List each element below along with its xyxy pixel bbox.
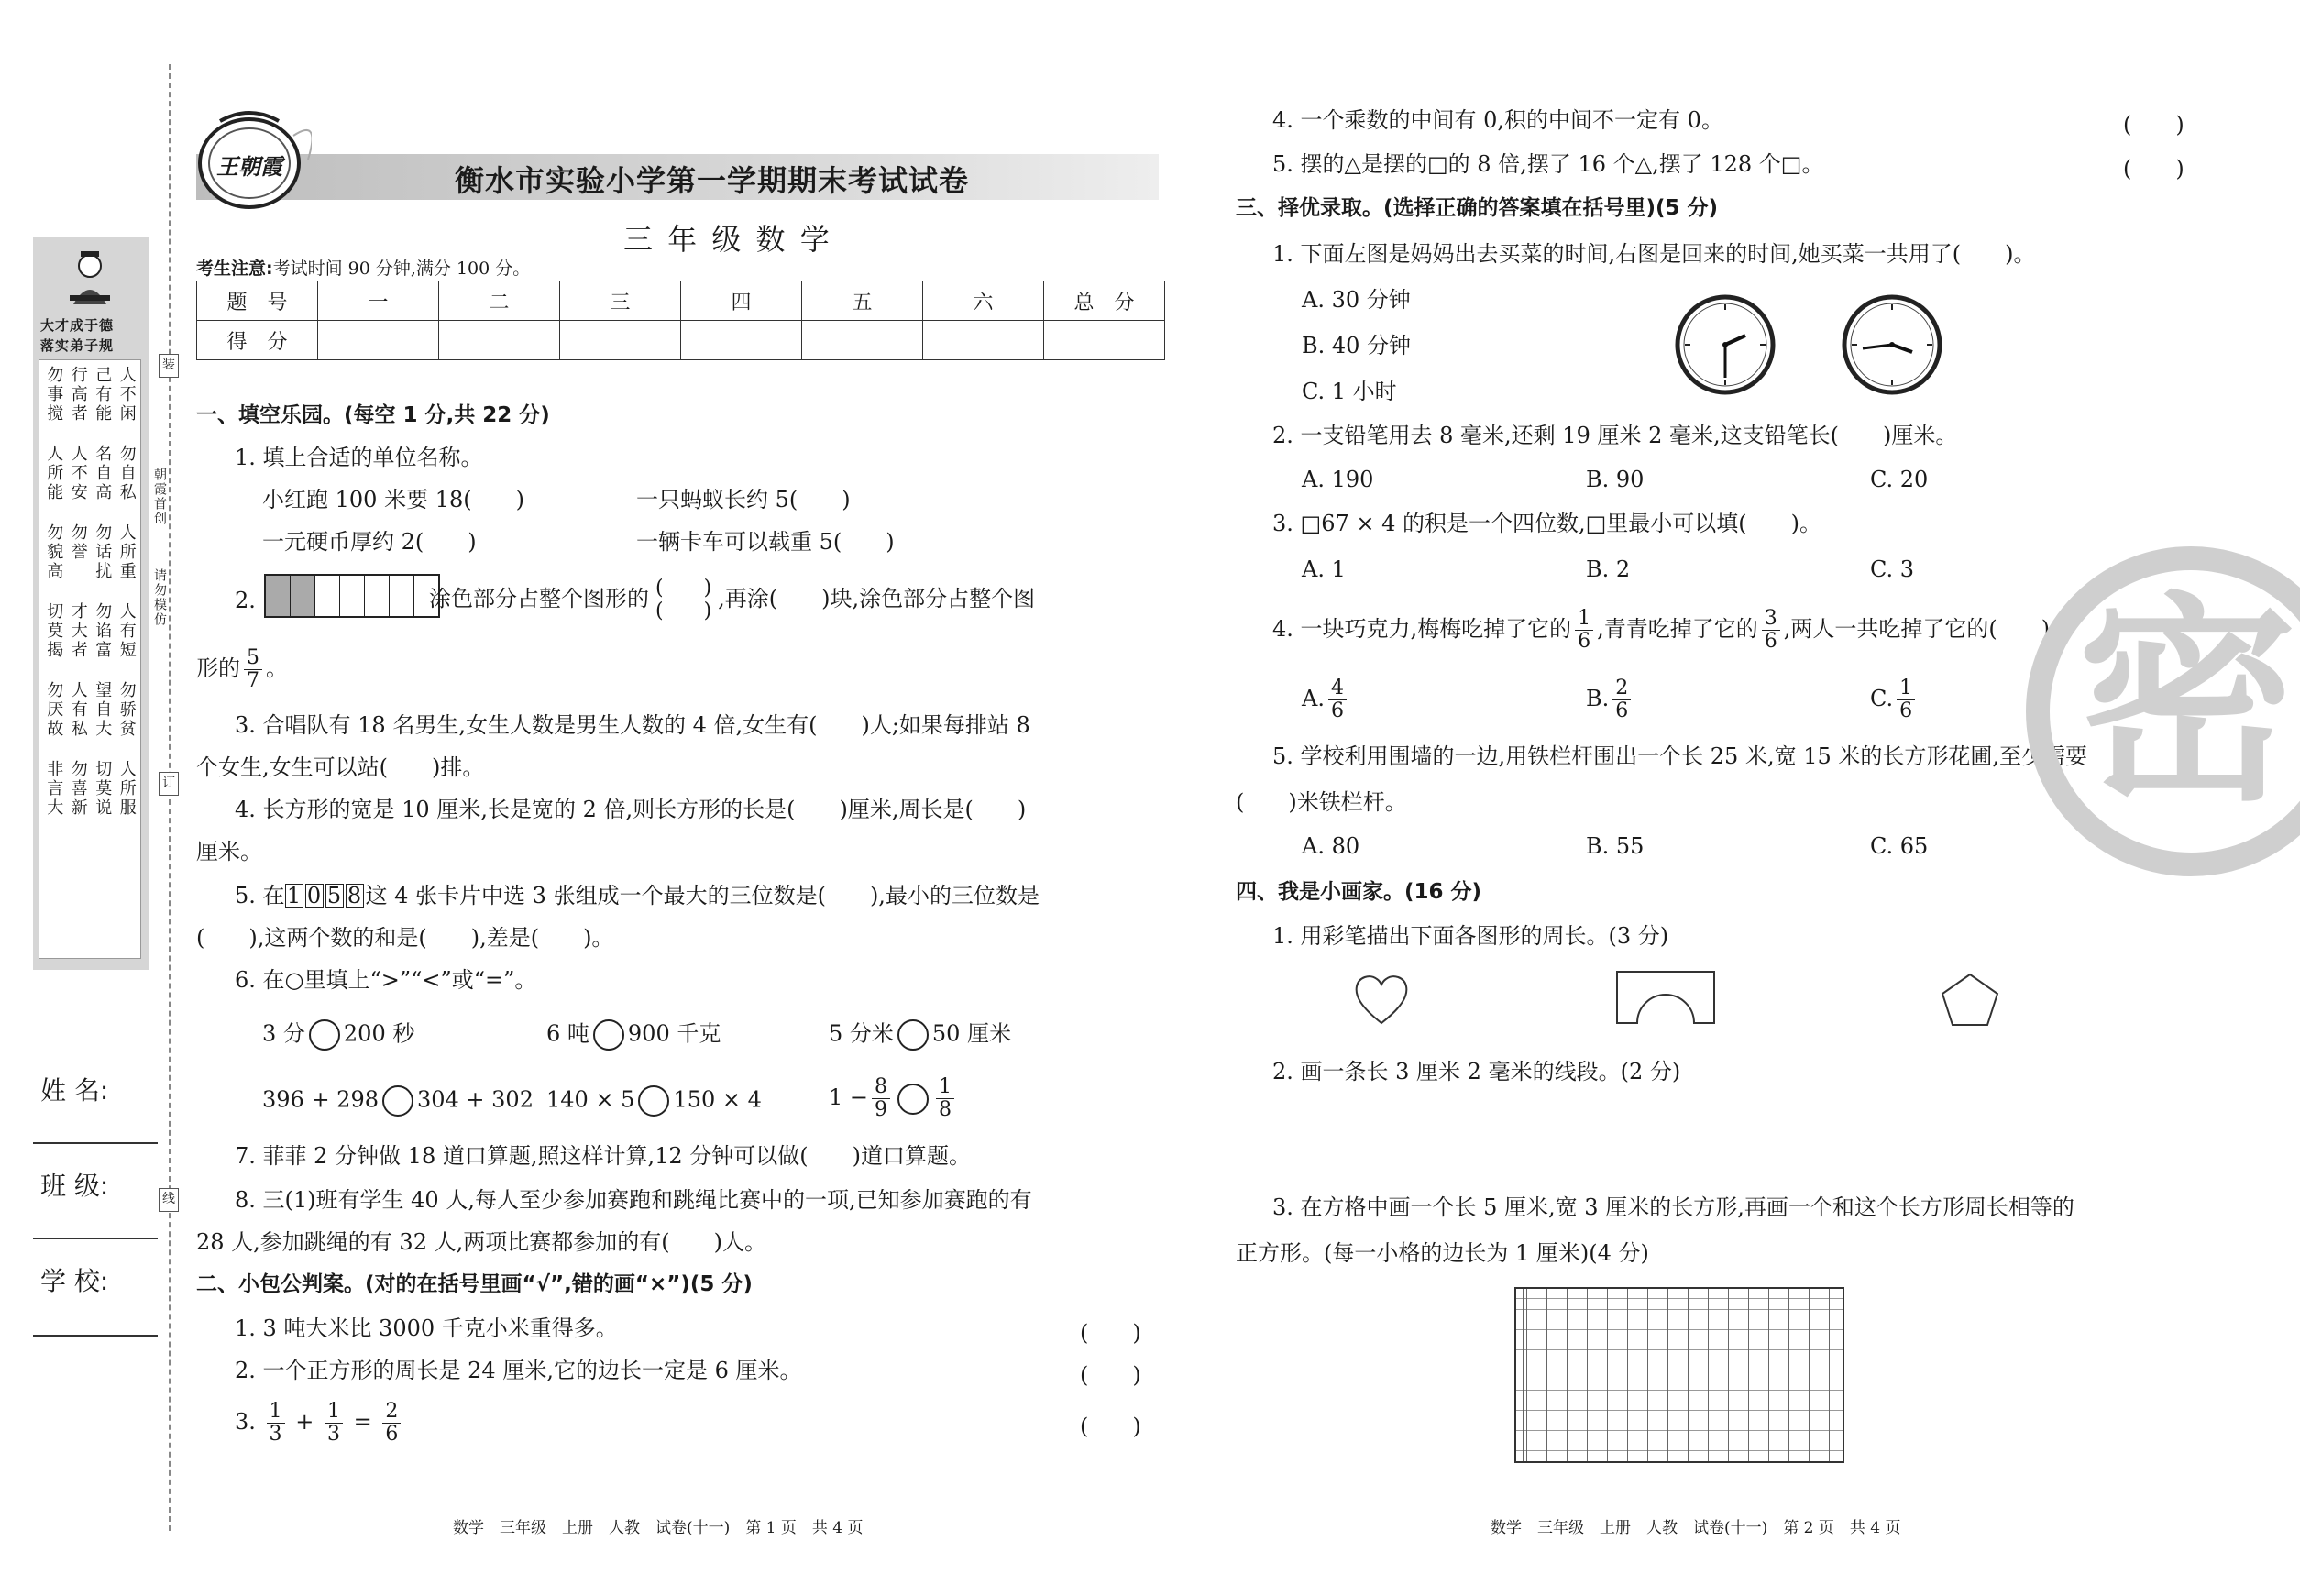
exam-subtitle: 三 年 级 数 学 bbox=[623, 222, 832, 257]
number-card: 1 bbox=[285, 884, 303, 908]
p3-q4-opt-b[interactable] bbox=[1586, 675, 1634, 722]
motto-columns bbox=[39, 360, 140, 844]
motto-top-1: 大才成于德 bbox=[40, 317, 115, 334]
motto-column: 人有私 bbox=[68, 681, 88, 739]
compare-right: 304 + 302 bbox=[416, 1086, 534, 1113]
name-field[interactable] bbox=[33, 1142, 158, 1144]
name-label: 姓 名: bbox=[40, 1075, 109, 1106]
fraction bbox=[1762, 608, 1780, 653]
motto-panel bbox=[33, 237, 149, 970]
motto-column: 切莫说 bbox=[93, 760, 113, 818]
copyright-line-2: 请勿模仿 bbox=[152, 568, 167, 627]
frac-bottom: 3 bbox=[326, 1423, 340, 1446]
motto-column: 行高者 bbox=[68, 366, 88, 424]
opt-label: A. bbox=[1302, 686, 1325, 711]
p3-q2: 2. 一支铅笔用去 8 毫米,还剩 19 厘米 2 毫米,这支铅笔长( )厘米。 bbox=[1272, 423, 1958, 448]
school-field[interactable] bbox=[33, 1335, 158, 1337]
p3-q2-opt-c[interactable]: C. 20 bbox=[1870, 467, 1929, 492]
p3-q4-text-b: ,青青吃掉了它的 bbox=[1597, 616, 1758, 642]
p1-q5-post: 这 4 张卡片中选 3 张组成一个最大的三位数是( ),最小的三位数是 bbox=[365, 883, 1040, 908]
p1-q2-line1 bbox=[429, 576, 1035, 622]
compare-left: 3 分 bbox=[262, 1020, 305, 1047]
p1-q3-line2: 个女生,女生可以站( )排。 bbox=[196, 754, 485, 780]
student-figure-icon bbox=[66, 249, 114, 310]
p1-q6-b bbox=[546, 1019, 721, 1051]
motto-column: 人不安 bbox=[68, 445, 88, 502]
frac-bottom: 3 bbox=[269, 1423, 282, 1446]
fraction bbox=[1575, 608, 1593, 653]
drawing-grid[interactable] bbox=[1514, 1287, 1844, 1463]
p1-q8-line1: 8. 三(1)班有学生 40 人,每人至少参加赛跑和跳绳比赛中的一项,已知参加赛跑的有 bbox=[235, 1187, 1032, 1213]
p1-q2-line2 bbox=[196, 645, 288, 692]
part1-heading: 一、填空乐园。(每空 1 分,共 22 分) bbox=[196, 403, 550, 427]
score-cell: 得 分 bbox=[197, 321, 318, 360]
frac-top: 1 bbox=[1897, 677, 1915, 700]
p1-q5-line1 bbox=[235, 882, 1040, 909]
class-field[interactable] bbox=[33, 1238, 158, 1239]
frac-top: 1 bbox=[1575, 608, 1593, 631]
p1-q7: 7. 菲菲 2 分钟做 18 道口算题,照这样计算,12 分钟可以做( )道口算题。 bbox=[235, 1143, 972, 1169]
motto-column: 人所能 bbox=[44, 445, 64, 502]
frac-top: 1 bbox=[267, 1401, 285, 1424]
motto-column: 勿话扰 bbox=[93, 523, 113, 581]
p1-q5-line2: ( ),这两个数的和是( ),差是( )。 bbox=[196, 925, 614, 951]
compare-left: 140 × 5 bbox=[546, 1086, 635, 1113]
p1-q4-line2: 厘米。 bbox=[196, 839, 262, 864]
p1-q5-pre: 5. 在 bbox=[235, 883, 285, 908]
motto-column: 人所重 bbox=[116, 523, 137, 581]
frac-bottom: 8 bbox=[939, 1098, 952, 1121]
p3-q5-opt-b[interactable]: B. 55 bbox=[1586, 833, 1645, 859]
motto-column: 勿事搅 bbox=[44, 366, 64, 424]
p3-q1: 1. 下面左图是妈妈出去买菜的时间,右图是回来的时间,她买菜一共用了( )。 bbox=[1272, 241, 2036, 267]
frac-top: 8 bbox=[872, 1076, 890, 1099]
p1-q1: 1. 填上合适的单位名称。 bbox=[235, 445, 483, 470]
p1-q6-c bbox=[829, 1019, 1011, 1051]
fraction bbox=[325, 1401, 343, 1446]
footer-right: 数学 三年级 上册 人教 试卷(十一) 第 2 页 共 4 页 bbox=[1491, 1519, 1901, 1537]
p1-q2-fraction[interactable] bbox=[653, 578, 714, 622]
p3-q3: 3. □67 × 4 的积是一个四位数,□里最小可以填( )。 bbox=[1272, 511, 1822, 536]
p3-q4-opt-a[interactable] bbox=[1302, 675, 1350, 722]
answer-paren[interactable]: ( ) bbox=[1080, 1414, 1141, 1439]
opt-label: C. bbox=[1870, 686, 1894, 711]
compare-left: 6 吨 bbox=[546, 1020, 589, 1047]
compare-right: 50 厘米 bbox=[931, 1020, 1012, 1047]
cut-mark-3: 线 bbox=[159, 1188, 179, 1212]
p1-q1a: 小红跑 100 米要 18( ) bbox=[262, 487, 524, 512]
p3-q5-line2: ( )米铁栏杆。 bbox=[1236, 789, 1407, 815]
p2-q4: 4. 一个乘数的中间有 0,积的中间不一定有 0。 bbox=[1272, 107, 1723, 133]
part2-heading: 二、小包公判案。(对的在括号里画“√”,错的画“×”)(5 分) bbox=[196, 1272, 753, 1296]
p4-q2: 2. 画一条长 3 厘米 2 毫米的线段。(2 分) bbox=[1272, 1059, 1681, 1084]
frac-top: 4 bbox=[1328, 677, 1347, 700]
plus-sign: + bbox=[295, 1409, 314, 1435]
part3-heading: 三、择优录取。(选择正确的答案填在括号里)(5 分) bbox=[1236, 196, 1719, 220]
motto-column: 勿谄富 bbox=[93, 602, 113, 660]
p3-q4 bbox=[1272, 605, 2072, 653]
motto-column: 勿骄贫 bbox=[116, 681, 137, 739]
clock-right-icon bbox=[1841, 293, 1943, 400]
brand-logo bbox=[193, 108, 312, 211]
p1-q6-d bbox=[262, 1085, 534, 1117]
copyright-note bbox=[150, 468, 169, 526]
p1-q6-e bbox=[546, 1085, 762, 1117]
class-label: 班 级: bbox=[40, 1171, 109, 1201]
score-cell: 题 号 bbox=[197, 281, 318, 321]
p1-q2-text2: ,再涂( )块,涂色部分占整个图 bbox=[718, 586, 1036, 611]
p3-q3-opt-a[interactable]: A. 1 bbox=[1302, 556, 1346, 582]
compare-circle[interactable] bbox=[593, 1019, 624, 1051]
p4-q3-line1: 3. 在方格中画一个长 5 厘米,宽 3 厘米的长方形,再画一个和这个长方形周长相等的 bbox=[1272, 1194, 2074, 1220]
answer-paren[interactable]: ( ) bbox=[1080, 1320, 1141, 1346]
frac-top: 3 bbox=[1762, 608, 1780, 631]
p3-q4-opt-c[interactable] bbox=[1870, 675, 1919, 722]
p2-q3 bbox=[235, 1399, 404, 1446]
frac-bottom: 6 bbox=[1578, 630, 1591, 653]
p3-q5-opt-c[interactable]: C. 65 bbox=[1870, 833, 1929, 859]
fraction bbox=[1612, 677, 1631, 722]
stamp-char: 密 bbox=[2077, 574, 2298, 831]
frac-bottom: 6 bbox=[1764, 630, 1777, 653]
frac-bottom: ( ) bbox=[655, 600, 712, 622]
p2-q3-num: 3. bbox=[235, 1409, 256, 1435]
p2-q5: 5. 摆的△是摆的□的 8 倍,摆了 16 个△,摆了 128 个□。 bbox=[1272, 151, 1824, 177]
motto-column: 人有短 bbox=[116, 602, 137, 660]
score-cell: 六 bbox=[923, 281, 1044, 321]
motto-columns-box bbox=[39, 359, 141, 959]
line-drawing-area[interactable] bbox=[1272, 1100, 2097, 1192]
p2-q1: 1. 3 吨大米比 3000 千克小米重得多。 bbox=[235, 1315, 618, 1341]
motto-column: 名自高 bbox=[93, 445, 113, 502]
frac-top: 2 bbox=[382, 1401, 401, 1424]
score-cell: 五 bbox=[802, 281, 923, 321]
p1-q2-line2-text: 形的 bbox=[196, 655, 240, 681]
score-table bbox=[196, 281, 1165, 360]
motto-column: 己有能 bbox=[93, 366, 113, 424]
score-cell: 二 bbox=[439, 281, 560, 321]
compare-circle[interactable] bbox=[382, 1085, 413, 1117]
p3-q3-opt-c[interactable]: C. 3 bbox=[1870, 556, 1915, 582]
frac-bottom: 6 bbox=[1615, 699, 1629, 722]
motto-column: 勿貌高 bbox=[44, 523, 64, 581]
score-table-score-row bbox=[197, 321, 1165, 360]
compare-left: 5 分米 bbox=[829, 1020, 894, 1047]
p3-q2-opt-a[interactable]: A. 190 bbox=[1302, 467, 1374, 492]
score-cell: 三 bbox=[560, 281, 681, 321]
arch-shape-icon[interactable] bbox=[1615, 970, 1716, 1029]
motto-column: 勿喜新 bbox=[68, 760, 88, 818]
p3-q5-line1: 5. 学校利用围墙的一边,用铁栏杆围出一个长 25 米,宽 15 米的长方形花圃,至少需要 bbox=[1272, 743, 2088, 769]
score-input[interactable] bbox=[923, 321, 1044, 360]
p1-q6-a bbox=[262, 1019, 414, 1051]
notice-label: 考生注意: bbox=[196, 259, 273, 279]
p3-q1-opt-c[interactable]: C. 1 小时 bbox=[1302, 379, 1397, 404]
answer-paren[interactable]: ( ) bbox=[2123, 112, 2184, 138]
frac-top: ( ) bbox=[653, 578, 714, 600]
fraction bbox=[1897, 677, 1915, 722]
compare-circle[interactable] bbox=[897, 1084, 929, 1115]
copyright-note-2 bbox=[150, 568, 169, 627]
frac-bottom: 6 bbox=[1330, 699, 1344, 722]
p3-q4-text-a: 4. 一块巧克力,梅梅吃掉了它的 bbox=[1272, 616, 1572, 642]
compare-left: 1 − bbox=[829, 1084, 869, 1110]
fraction bbox=[267, 1401, 285, 1446]
frac-bottom: 9 bbox=[875, 1098, 888, 1121]
score-cell: 四 bbox=[681, 281, 802, 321]
motto-column: 才大者 bbox=[68, 602, 88, 660]
frac-top: 2 bbox=[1612, 677, 1631, 700]
p1-q8-line2: 28 人,参加跳绳的有 32 人,两项比赛都参加的有( )人。 bbox=[196, 1229, 766, 1255]
frac-bottom: 6 bbox=[1899, 699, 1913, 722]
shaded-bar-figure bbox=[264, 574, 440, 618]
frac-top: 5 bbox=[244, 647, 262, 670]
p2-q2: 2. 一个正方形的周长是 24 厘米,它的边长一定是 6 厘米。 bbox=[235, 1358, 802, 1383]
p1-q2-text: 涂色部分占整个图形的 bbox=[429, 586, 649, 611]
motto-column: 勿自私 bbox=[116, 445, 137, 502]
frac-bottom: 7 bbox=[247, 669, 259, 692]
compare-circle[interactable] bbox=[638, 1085, 669, 1117]
part4-heading: 四、我是小画家。(16 分) bbox=[1236, 880, 1482, 904]
motto-column: 人不闲 bbox=[116, 366, 137, 424]
score-table-header-row bbox=[197, 281, 1165, 321]
p3-q2-opt-b[interactable]: B. 90 bbox=[1586, 467, 1645, 492]
frac-top: 1 bbox=[325, 1401, 343, 1424]
cut-mark-1: 装 bbox=[159, 354, 179, 378]
cut-mark-2: 订 bbox=[159, 772, 179, 796]
motto-column: 非言大 bbox=[44, 760, 64, 818]
exam-title: 衡水市实验小学第一学期期末考试试卷 bbox=[455, 163, 970, 198]
p1-q1b: 一只蚂蚁长约 5( ) bbox=[636, 487, 851, 512]
p3-q1-opt-b[interactable]: B. 40 分钟 bbox=[1302, 333, 1412, 358]
motto-column: 勿厌故 bbox=[44, 681, 64, 739]
motto-column: 勿誉 bbox=[68, 523, 88, 562]
p1-q2-num: 2. bbox=[235, 588, 256, 613]
school-label: 学 校: bbox=[40, 1266, 109, 1296]
frac-bottom: 6 bbox=[385, 1423, 399, 1446]
p1-q6-f bbox=[829, 1074, 958, 1121]
notice bbox=[196, 255, 530, 280]
p1-q2-fraction2 bbox=[244, 647, 262, 692]
fraction bbox=[382, 1401, 401, 1446]
p1-q3-line1: 3. 合唱队有 18 名男生,女生人数是男生人数的 4 倍,女生有( )人;如果每排站 8 bbox=[235, 712, 1030, 738]
motto-top-2: 落实弟子规 bbox=[40, 337, 115, 354]
compare-right: 900 千克 bbox=[627, 1020, 721, 1047]
fraction bbox=[936, 1076, 954, 1121]
pentagon-shape-icon[interactable] bbox=[1940, 972, 2000, 1030]
frac-top: 1 bbox=[936, 1076, 954, 1099]
p3-q5-opt-a[interactable]: A. 80 bbox=[1302, 833, 1360, 859]
score-cell: 一 bbox=[318, 281, 439, 321]
notice-text: 考试时间 90 分钟,满分 100 分。 bbox=[272, 259, 531, 279]
heart-shape-icon[interactable] bbox=[1353, 972, 1410, 1030]
compare-circle[interactable] bbox=[897, 1019, 929, 1051]
compare-left: 396 + 298 bbox=[262, 1086, 379, 1113]
compare-right: 150 × 4 bbox=[673, 1086, 762, 1113]
p1-q1c: 一元硬币厚约 2( ) bbox=[262, 529, 477, 555]
stamp-watermark bbox=[2026, 546, 2300, 876]
compare-right: 200 秒 bbox=[343, 1020, 415, 1047]
p3-q3-opt-b[interactable]: B. 2 bbox=[1586, 556, 1631, 582]
answer-paren[interactable]: ( ) bbox=[2123, 156, 2184, 182]
score-input[interactable] bbox=[560, 321, 681, 360]
score-input[interactable] bbox=[439, 321, 560, 360]
score-input[interactable] bbox=[318, 321, 439, 360]
score-input[interactable] bbox=[681, 321, 802, 360]
clock-left-icon bbox=[1674, 293, 1777, 400]
motto-column: 切莫揭 bbox=[44, 602, 64, 660]
brand-logo-text: 王朝霞 bbox=[216, 153, 282, 180]
number-card: 0 bbox=[305, 884, 324, 908]
p4-q3-line2: 正方形。(每一小格的边长为 1 厘米)(4 分) bbox=[1236, 1240, 1649, 1266]
p1-q1d: 一辆卡车可以载重 5( ) bbox=[636, 529, 895, 555]
opt-label: B. bbox=[1586, 686, 1610, 711]
motto-column: 望自大 bbox=[93, 681, 113, 739]
score-input[interactable] bbox=[802, 321, 923, 360]
binding-dashed-line bbox=[169, 64, 171, 1531]
motto-column: 人所服 bbox=[116, 760, 137, 818]
p1-q6: 6. 在○里填上“>”“<”或“=”。 bbox=[235, 967, 537, 993]
compare-circle[interactable] bbox=[309, 1019, 340, 1051]
score-cell: 总 分 bbox=[1044, 281, 1165, 321]
footer-left: 数学 三年级 上册 人教 试卷(十一) 第 1 页 共 4 页 bbox=[453, 1519, 864, 1537]
number-card: 8 bbox=[346, 884, 364, 908]
equals-sign: = bbox=[353, 1409, 372, 1435]
number-card: 5 bbox=[325, 884, 344, 908]
fraction bbox=[872, 1076, 890, 1121]
p1-q4-line1: 4. 长方形的宽是 10 厘米,长是宽的 2 倍,则长方形的长是( )厘米,周长是( ) bbox=[235, 797, 1027, 822]
p1-q2-end: 。 bbox=[266, 655, 288, 681]
fraction bbox=[1328, 677, 1347, 722]
p3-q1-opt-a[interactable]: A. 30 分钟 bbox=[1302, 287, 1411, 313]
copyright-line-1: 朝霞首创 bbox=[152, 468, 167, 526]
score-input[interactable] bbox=[1044, 321, 1165, 360]
p4-q1: 1. 用彩笔描出下面各图形的周长。(3 分) bbox=[1272, 923, 1669, 949]
answer-paren[interactable]: ( ) bbox=[1080, 1362, 1141, 1388]
p3-q4-text-c: ,两人一共吃掉了它的( )。 bbox=[1783, 616, 2073, 642]
